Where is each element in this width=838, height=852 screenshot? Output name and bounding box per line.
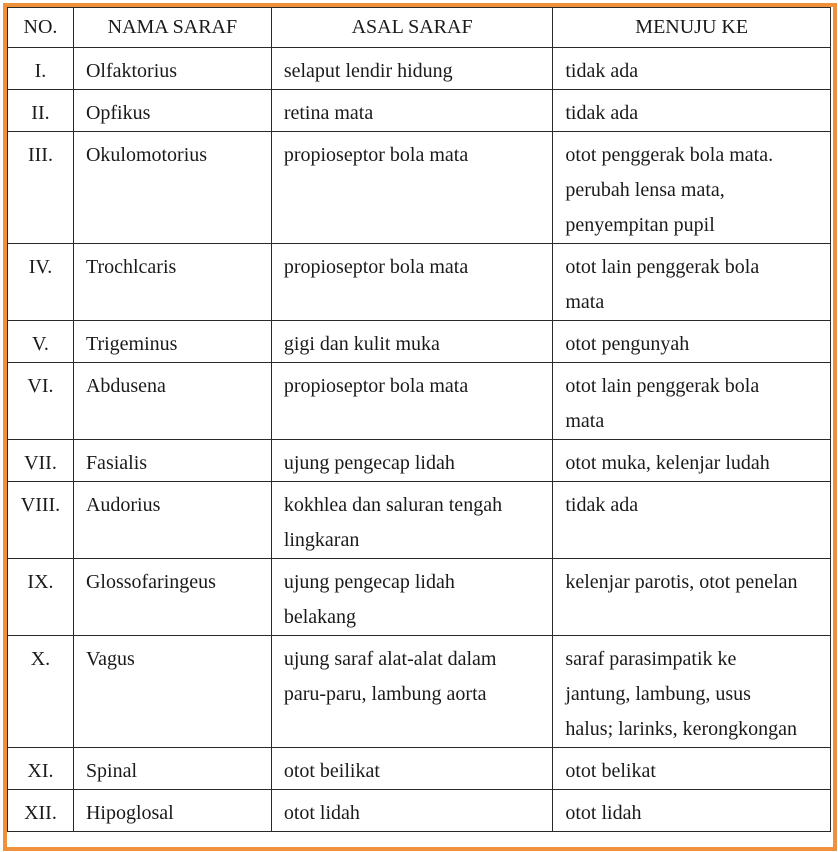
cell-no: II.	[8, 90, 74, 132]
cell-asal-saraf	[271, 244, 553, 321]
cell-line: propioseptor bola mata	[283, 256, 469, 278]
cell-line: otot lain penggerak bola	[565, 375, 760, 397]
cell-nama-saraf: Opfikus	[73, 90, 271, 132]
cell-menuju-ke	[553, 748, 831, 790]
cell-line: selaput lendir hidung	[283, 60, 453, 82]
cell-nama-saraf: Fasialis	[73, 440, 271, 482]
cell-line: mata	[565, 291, 605, 313]
table-row	[8, 636, 831, 748]
cell-asal-saraf	[271, 321, 553, 363]
cell-line: perubah lensa mata,	[565, 179, 725, 201]
cell-line: gigi dan kulit muka	[283, 333, 440, 355]
cell-no: XI.	[8, 748, 74, 790]
table-row	[8, 321, 831, 363]
cell-no: VI.	[8, 363, 74, 440]
cell-menuju-ke	[553, 559, 831, 636]
cell-line: otot belikat	[565, 760, 656, 782]
cell-line: ujung pengecap lidah	[283, 571, 455, 593]
cell-asal-saraf	[271, 48, 553, 90]
cell-line: otot penggerak bola mata.	[565, 144, 774, 166]
cell-asal-saraf	[271, 132, 553, 244]
cell-line: otot beilikat	[283, 760, 380, 782]
table-row	[8, 90, 831, 132]
cell-line: kokhlea dan saluran tengah	[283, 494, 503, 516]
cell-no: VIII.	[8, 482, 74, 559]
cell-nama-saraf: Hipoglosal	[73, 790, 271, 832]
cell-nama-saraf: Vagus	[73, 636, 271, 748]
cell-line: propioseptor bola mata	[283, 144, 469, 166]
cell-menuju-ke	[553, 132, 831, 244]
cell-line: saraf parasimpatik ke	[565, 648, 737, 670]
table-row	[8, 482, 831, 559]
cell-line: halus; larinks, kerongkongan	[565, 718, 797, 740]
cell-menuju-ke	[553, 482, 831, 559]
cell-line: lingkaran	[283, 529, 360, 551]
cell-nama-saraf: Trigeminus	[73, 321, 271, 363]
cell-nama-saraf: Okulomotorius	[73, 132, 271, 244]
header-asal-saraf: ASAL SARAF	[271, 8, 553, 48]
cell-no: IV.	[8, 244, 74, 321]
cell-line: paru-paru, lambung aorta	[283, 683, 487, 705]
cell-no: V.	[8, 321, 74, 363]
cell-asal-saraf	[271, 748, 553, 790]
cell-nama-saraf: Trochlcaris	[73, 244, 271, 321]
table-row	[8, 244, 831, 321]
cell-nama-saraf: Glossofaringeus	[73, 559, 271, 636]
table-row	[8, 48, 831, 90]
table-row	[8, 132, 831, 244]
cell-menuju-ke	[553, 90, 831, 132]
cell-no: III.	[8, 132, 74, 244]
table-header	[8, 8, 831, 48]
cell-menuju-ke	[553, 790, 831, 832]
cell-line: otot lain penggerak bola	[565, 256, 760, 278]
cell-line: penyempitan pupil	[565, 214, 715, 236]
cell-line: ujung pengecap lidah	[283, 452, 455, 474]
cell-line: belakang	[283, 606, 356, 628]
header-nama-saraf: NAMA SARAF	[73, 8, 271, 48]
cell-nama-saraf: Olfaktorius	[73, 48, 271, 90]
cell-menuju-ke	[553, 636, 831, 748]
table-row	[8, 440, 831, 482]
cell-line: jantung, lambung, usus	[565, 683, 751, 705]
header-row	[8, 8, 831, 48]
cell-line: otot muka, kelenjar ludah	[565, 452, 770, 474]
cell-line: tidak ada	[565, 60, 639, 82]
table-row	[8, 790, 831, 832]
cell-nama-saraf: Audorius	[73, 482, 271, 559]
table-row	[8, 748, 831, 790]
cell-asal-saraf	[271, 482, 553, 559]
cell-nama-saraf: Abdusena	[73, 363, 271, 440]
cell-line: tidak ada	[565, 102, 639, 124]
cell-asal-saraf	[271, 559, 553, 636]
cell-menuju-ke	[553, 440, 831, 482]
cell-asal-saraf	[271, 90, 553, 132]
cell-menuju-ke	[553, 244, 831, 321]
cell-no: I.	[8, 48, 74, 90]
header-menuju-ke: MENUJU KE	[553, 8, 831, 48]
cell-line: retina mata	[283, 102, 374, 124]
cell-line: otot lidah	[283, 802, 360, 824]
cell-line: ujung saraf alat-alat dalam	[283, 648, 497, 670]
cell-nama-saraf: Spinal	[73, 748, 271, 790]
cell-line: otot pengunyah	[565, 333, 690, 355]
cell-line: kelenjar parotis, otot penelan	[565, 571, 798, 593]
cell-menuju-ke	[553, 363, 831, 440]
cell-menuju-ke	[553, 48, 831, 90]
cell-no: X.	[8, 636, 74, 748]
table-row	[8, 363, 831, 440]
header-no: NO.	[8, 8, 74, 48]
cell-asal-saraf	[271, 790, 553, 832]
cell-asal-saraf	[271, 636, 553, 748]
cranial-nerves-table	[7, 7, 831, 832]
cell-asal-saraf	[271, 363, 553, 440]
table-row	[8, 559, 831, 636]
table-body	[8, 48, 831, 832]
cell-asal-saraf	[271, 440, 553, 482]
cell-line: tidak ada	[565, 494, 639, 516]
cell-line: otot lidah	[565, 802, 642, 824]
cell-no: VII.	[8, 440, 74, 482]
cell-menuju-ke	[553, 321, 831, 363]
cell-line: propioseptor bola mata	[283, 375, 469, 397]
cell-line: mata	[565, 410, 605, 432]
cell-no: XII.	[8, 790, 74, 832]
cell-no: IX.	[8, 559, 74, 636]
